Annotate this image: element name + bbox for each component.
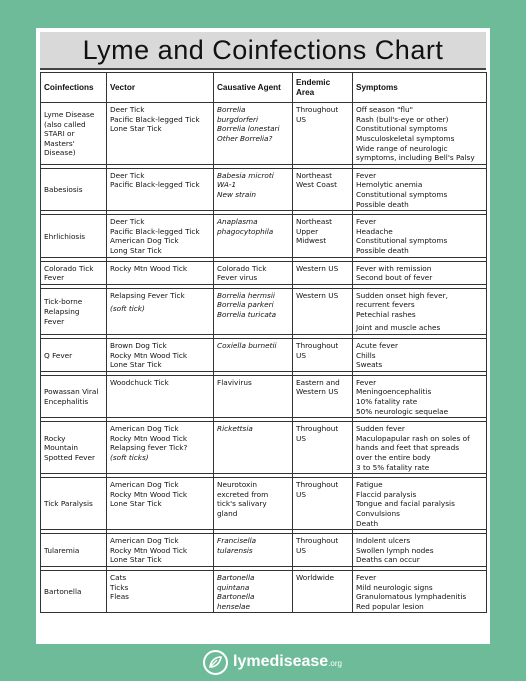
cell-line: Flaccid paralysis (356, 489, 417, 499)
cell-line: Brown Dog Tick (110, 341, 167, 351)
cell-line: American Dog Tick (110, 424, 179, 434)
cell-line: Deer Tick (110, 105, 145, 115)
cell-line: Francisella (217, 536, 257, 546)
cell-line: Eastern and (296, 377, 340, 387)
cell-vector (107, 288, 214, 334)
cell-line: over the entire body (356, 453, 431, 462)
cell-line: Tick Paralysis (44, 499, 93, 509)
cell-line: Coxiella burnetii (217, 341, 277, 351)
header-causative-agent: Causative Agent (214, 73, 293, 103)
cell-line: US (296, 545, 306, 555)
cell-causative-agent (214, 534, 293, 567)
cell-line: Chills (356, 350, 376, 360)
cell-endemic-area (293, 422, 353, 474)
table-row (41, 215, 487, 257)
cell-vector (107, 570, 214, 612)
chart-sheet (36, 28, 490, 644)
cell-line: Throughout (296, 480, 339, 490)
cell-line: Fever (44, 273, 65, 283)
cell-line: Death (356, 518, 379, 528)
cell-coinfection (41, 375, 107, 417)
table-row (41, 422, 487, 474)
cell-causative-agent (214, 375, 293, 417)
cell-line: Fever (44, 316, 65, 326)
cell-line: 50% neurologic sequelae (356, 406, 449, 416)
cell-line: Masters' (44, 138, 75, 148)
cell-line: Possible death (356, 245, 409, 255)
cell-line: Western US (296, 387, 339, 397)
cell-line: Babesia microti (217, 170, 274, 180)
cell-line: Tick-borne (44, 297, 83, 307)
cell-line: (soft tick) (110, 304, 145, 314)
cell-vector (107, 534, 214, 567)
cell-line: Petechial rashes (356, 309, 416, 319)
footer (0, 648, 526, 678)
cell-line: Mild neurologic signs (356, 582, 433, 592)
cell-causative-agent (214, 288, 293, 334)
cell-line: Fever (356, 170, 377, 180)
table-row (41, 375, 487, 417)
cell-line: Granulomatous lymphadenitis (356, 592, 467, 602)
cell-line: Other Borrelia? (217, 133, 273, 143)
cell-line: Borrelia parkeri (217, 300, 274, 310)
cell-causative-agent (214, 215, 293, 257)
cell-line: (also called (44, 119, 86, 129)
table-row (41, 570, 487, 612)
cell-line: American Dog Tick (110, 236, 179, 246)
cell-line: Rocky (44, 433, 66, 443)
cell-line: Long Star Tick (110, 245, 162, 255)
cell-line: Northeast (296, 217, 333, 227)
cell-symptoms (353, 570, 487, 612)
cell-endemic-area (293, 168, 353, 210)
cell-line: Cats (110, 572, 127, 582)
cell-line: Fever with remission (356, 263, 432, 273)
cell-line: Relapsing Fever Tick (110, 290, 185, 300)
cell-line: Ehrlichiosis (44, 231, 86, 241)
cell-symptoms (353, 103, 487, 165)
cell-line: tularensis (217, 545, 253, 555)
cell-line: Convulsions (356, 508, 400, 518)
cell-line: Western US (296, 290, 339, 300)
table-row (41, 534, 487, 567)
cell-endemic-area (293, 534, 353, 567)
cell-line: Upper (296, 226, 319, 236)
cell-causative-agent (214, 103, 293, 165)
cell-symptoms (353, 261, 487, 284)
header-vector: Vector (107, 73, 214, 103)
cell-line: West Coast (296, 180, 337, 190)
cell-line: Ticks (110, 582, 129, 592)
cell-coinfection (41, 261, 107, 284)
header-symptoms: Symptoms (353, 73, 487, 103)
cell-line: Off season "flu" (356, 105, 413, 115)
cell-line: Relapsing (44, 307, 80, 317)
cell-line: American Dog Tick (110, 536, 179, 546)
cell-line: Borrelia hermsii (217, 290, 275, 300)
table-row (41, 339, 487, 372)
cell-endemic-area (293, 570, 353, 612)
cell-line: Rash (bull's-eye or other) (356, 114, 449, 124)
cell-coinfection (41, 103, 107, 165)
cell-line: 3 to 5% fatality rate (356, 462, 430, 472)
cell-line: Q Fever (44, 350, 73, 360)
table-body (41, 103, 487, 613)
cell-line: Bartonella (217, 592, 255, 602)
cell-line: gland (217, 508, 238, 518)
cell-line: Worldwide (296, 572, 335, 582)
cell-endemic-area (293, 375, 353, 417)
cell-line: Neurotoxin (217, 480, 257, 490)
cell-line: Rocky Mtn Wood Tick (110, 350, 188, 360)
cell-line: Fever virus (217, 273, 258, 283)
table-header-row (41, 73, 487, 103)
cell-line: Bartonella (217, 572, 255, 582)
cell-line: Rickettsia (217, 424, 253, 434)
cell-line: Lone Star Tick (110, 360, 162, 370)
cell-coinfection (41, 478, 107, 530)
cell-coinfection (41, 570, 107, 612)
cell-line: Fleas (110, 592, 129, 602)
cell-line: hands and feet that spreads (356, 443, 460, 453)
cell-line: tick's salivary (217, 499, 267, 509)
header-endemic-area: Endemic Area (293, 73, 353, 103)
cell-line: Lyme Disease (44, 109, 95, 119)
cell-line: Constitutional symptoms (356, 124, 448, 134)
cell-vector (107, 375, 214, 417)
cell-line: Tongue and facial paralysis (356, 499, 455, 509)
cell-line: Red popular lesion (356, 601, 424, 611)
cell-line: Sudden onset high fever, (356, 290, 448, 300)
cell-symptoms (353, 375, 487, 417)
cell-line: Powassan Viral (44, 387, 99, 397)
cell-endemic-area (293, 261, 353, 284)
cell-line: Swollen lymph nodes (356, 545, 434, 555)
cell-line: Encephalitis (44, 397, 89, 407)
cell-line: Pacific Black-legged Tick (110, 180, 200, 190)
cell-line: Joint and muscle aches (356, 323, 441, 333)
cell-vector (107, 215, 214, 257)
cell-line: Constitutional symptoms (356, 236, 448, 246)
cell-line: Relapsing fever Tick? (110, 443, 188, 453)
cell-line: 10% fatality rate (356, 397, 418, 407)
logo-wordmark: lymedisease (233, 653, 329, 670)
cell-line: STARI or (44, 129, 75, 139)
table-row (41, 288, 487, 334)
cell-coinfection (41, 215, 107, 257)
cell-symptoms (353, 534, 487, 567)
cell-line: Indolent ulcers (356, 536, 411, 546)
cell-vector (107, 168, 214, 210)
cell-line: US (296, 433, 306, 443)
cell-line: Throughout (296, 105, 339, 115)
cell-line: Pacific Black-legged Tick (110, 226, 200, 236)
cell-line: US (296, 350, 306, 360)
cell-vector (107, 261, 214, 284)
cell-vector (107, 339, 214, 372)
cell-line: Colorado Tick (44, 263, 94, 273)
cell-line: Second bout of fever (356, 273, 433, 283)
cell-line: Lone Star Tick (110, 124, 162, 134)
cell-causative-agent (214, 339, 293, 372)
cell-line: Anaplasma (217, 217, 258, 227)
cell-endemic-area (293, 339, 353, 372)
cell-endemic-area (293, 215, 353, 257)
cell-line: Western US (296, 263, 339, 273)
cell-symptoms (353, 478, 487, 530)
coinfections-table (40, 72, 487, 613)
cell-line: Borrelia (217, 105, 246, 115)
cell-causative-agent (214, 168, 293, 210)
cell-line: Mountain (44, 443, 78, 453)
cell-line: Woodchuck Tick (110, 377, 169, 387)
logo-suffix: .org (328, 659, 342, 668)
cell-line: WA-1 (217, 180, 237, 190)
cell-vector (107, 478, 214, 530)
cell-line: Rocky Mtn Wood Tick (110, 489, 188, 499)
cell-line: Tularemia (44, 545, 80, 555)
cell-line: Lone Star Tick (110, 499, 162, 509)
cell-line: Borrelia turicata (217, 309, 277, 319)
cell-line: Spotted Fever (44, 453, 95, 462)
table-row (41, 261, 487, 284)
cell-line: Disease) (44, 148, 76, 158)
cell-line: Hemolytic anemia (356, 180, 423, 190)
cell-coinfection (41, 534, 107, 567)
cell-line: Rocky Mtn Wood Tick (110, 545, 188, 555)
cell-line: Sudden fever (356, 424, 405, 434)
leaf-icon (203, 650, 228, 675)
cell-coinfection (41, 422, 107, 474)
cell-causative-agent (214, 261, 293, 284)
cell-line: Lone Star Tick (110, 555, 162, 565)
cell-line: Sweats (356, 360, 383, 370)
cell-symptoms (353, 422, 487, 474)
chart-title: Lyme and Coinfections Chart (40, 32, 486, 70)
cell-coinfection (41, 168, 107, 210)
cell-causative-agent (214, 422, 293, 474)
cell-line: Borrelia lonestari (217, 124, 280, 134)
cell-line: US (296, 114, 306, 124)
table-row (41, 103, 487, 165)
cell-causative-agent (214, 570, 293, 612)
cell-endemic-area (293, 103, 353, 165)
cell-line: henselae (217, 601, 251, 611)
cell-line: Musculoskeletal symptoms (356, 133, 455, 143)
cell-symptoms (353, 288, 487, 334)
table-row (41, 478, 487, 530)
cell-coinfection (41, 288, 107, 334)
cell-line: Deaths can occur (356, 555, 420, 565)
cell-line: Acute fever (356, 341, 399, 351)
cell-line: quintana (217, 582, 250, 592)
cell-line: Fever (356, 217, 377, 227)
cell-line: US (296, 489, 306, 499)
cell-line: Headache (356, 226, 393, 236)
cell-line: Babesiosis (44, 185, 83, 195)
cell-causative-agent (214, 478, 293, 530)
cell-symptoms (353, 339, 487, 372)
cell-line: symptoms, including Bell's Palsy (356, 153, 475, 163)
cell-line: Possible death (356, 199, 409, 209)
cell-symptoms (353, 168, 487, 210)
cell-symptoms (353, 215, 487, 257)
cell-line: recurrent fevers (356, 300, 415, 310)
cell-line: Colorado Tick (217, 263, 267, 273)
cell-line: Fever (356, 572, 377, 582)
cell-line: Northeast (296, 170, 333, 180)
cell-line: Throughout (296, 536, 339, 546)
cell-line: Pacific Black-legged Tick (110, 114, 200, 124)
cell-line: Throughout (296, 424, 339, 434)
cell-line: Flavivirus (217, 377, 252, 387)
cell-line: (soft ticks) (110, 453, 149, 462)
cell-line: Bartonella (44, 587, 82, 597)
cell-endemic-area (293, 288, 353, 334)
cell-line: Rocky Mtn Wood Tick (110, 433, 188, 443)
cell-line: phagocytophila (217, 226, 274, 236)
cell-line: American Dog Tick (110, 480, 179, 490)
cell-endemic-area (293, 478, 353, 530)
cell-vector (107, 422, 214, 474)
cell-line: Fever (356, 377, 377, 387)
cell-line: Wide range of neurologic (356, 143, 448, 153)
table-row (41, 168, 487, 210)
cell-line: Fatigue (356, 480, 383, 490)
cell-line: burgdorferi (217, 114, 259, 124)
cell-line: Throughout (296, 341, 339, 351)
cell-vector (107, 103, 214, 165)
cell-line: Rocky Mtn Wood Tick (110, 263, 188, 273)
cell-line: Constitutional symptoms (356, 189, 448, 199)
header-coinfections: Coinfections (41, 73, 107, 103)
cell-line: Maculopapular rash on soles of (356, 433, 470, 443)
cell-line: excreted from (217, 489, 269, 499)
cell-line: Meningoencephalitis (356, 387, 432, 397)
cell-line: Deer Tick (110, 170, 145, 180)
cell-line: Deer Tick (110, 217, 145, 227)
cell-line: New strain (217, 189, 257, 199)
cell-coinfection (41, 339, 107, 372)
cell-line: Midwest (296, 236, 327, 246)
